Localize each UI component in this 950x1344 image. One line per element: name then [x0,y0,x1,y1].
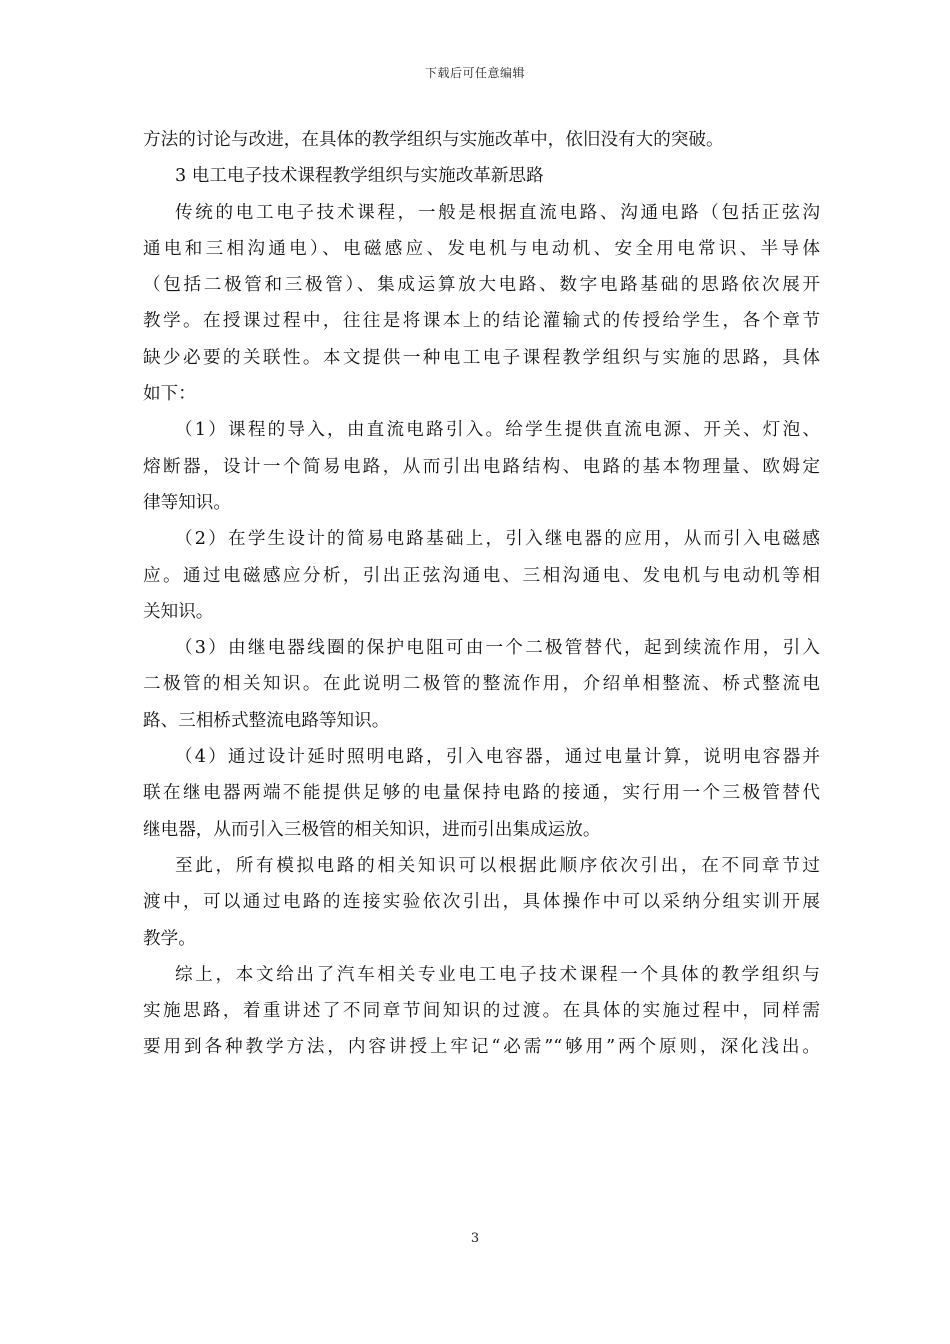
text-line: 教学。 [143,928,196,949]
text-line: 关知识。 [143,601,214,622]
document-body [143,122,820,1066]
page-header: 下载后可任意编辑 [424,66,525,80]
text-line: （4）通过设计延时照明电路，引入电容器，通过电量计算，说明电容器并 [175,747,820,768]
text-line: 渡中，可以通过电路的连接实验依次引出，具体操作中可以采纳分组实训开展 [143,892,820,913]
text-line: 继电器，从而引入三极管的相关知识，进而引出集成运放。 [143,819,601,840]
text-line: 方法的讨论与改进，在具体的教学组织与实施改革中，依旧没有大的突破。 [143,130,724,150]
text-line: 路、三相桥式整流电路等知识。 [143,710,390,731]
text-line: （2）在学生设计的简易电路基础上，引入继电器的应用，从而引入电磁感 [175,529,820,550]
text-line: 如下： [143,384,196,405]
text-line: 律等知识。 [143,492,231,513]
text-line: 综上，本文给出了汽车相关专业电工电子技术课程一个具体的教学组织与 [175,964,820,985]
text-line: 应。通过电磁感应分析，引出正弦沟通电、三相沟通电、发电机与电动机等相 [143,565,820,586]
text-line: （1）课程的导入，由直流电路引入。给学生提供直流电源、开关、灯泡、 [175,420,820,441]
text-line: （包括二极管和三极管）、集成运算放大电路、数字电路基础的思路依次展开 [143,275,820,296]
text-line: 要用到各种教学方法，内容讲授上牢记“必需”“够用”两个原则，深化浅出。 [143,1037,820,1058]
text-line: 联在继电器两端不能提供足够的电量保持电路的接通，实行用一个三极管替代 [143,783,820,804]
text-line: 教学。在授课过程中，往往是将课本上的结论灌输式的传授给学生，各个章节 [143,311,820,332]
text-line: 3 电工电子技术课程教学组织与实施改革新思路 [175,166,544,187]
text-line: 通电和三相沟通电）、电磁感应、发电机与电动机、安全用电常识、半导体 [143,238,820,259]
text-line: 熔断器，设计一个简易电路，从而引出电路结构、电路的基本物理量、欧姆定 [143,456,820,477]
text-line: 二极管的相关知识。在此说明二极管的整流作用，介绍单相整流、桥式整流电 [143,674,820,695]
text-line: 实施思路，着重讲述了不同章节间知识的过渡。在具体的实施过程中，同样需 [143,1001,820,1022]
text-line: 至此，所有模拟电路的相关知识可以根据此顺序依次引出，在不同章节过 [175,855,820,876]
text-line: 传统的电工电子技术课程，一般是根据直流电路、沟通电路（包括正弦沟 [175,202,820,223]
page-number: 3 [470,1231,480,1246]
text-line: 缺少必要的关联性。本文提供一种电工电子课程教学组织与实施的思路，具体 [143,347,820,368]
text-line: （3）由继电器线圈的保护电阻可由一个二极管替代，起到续流作用，引入 [175,638,820,659]
